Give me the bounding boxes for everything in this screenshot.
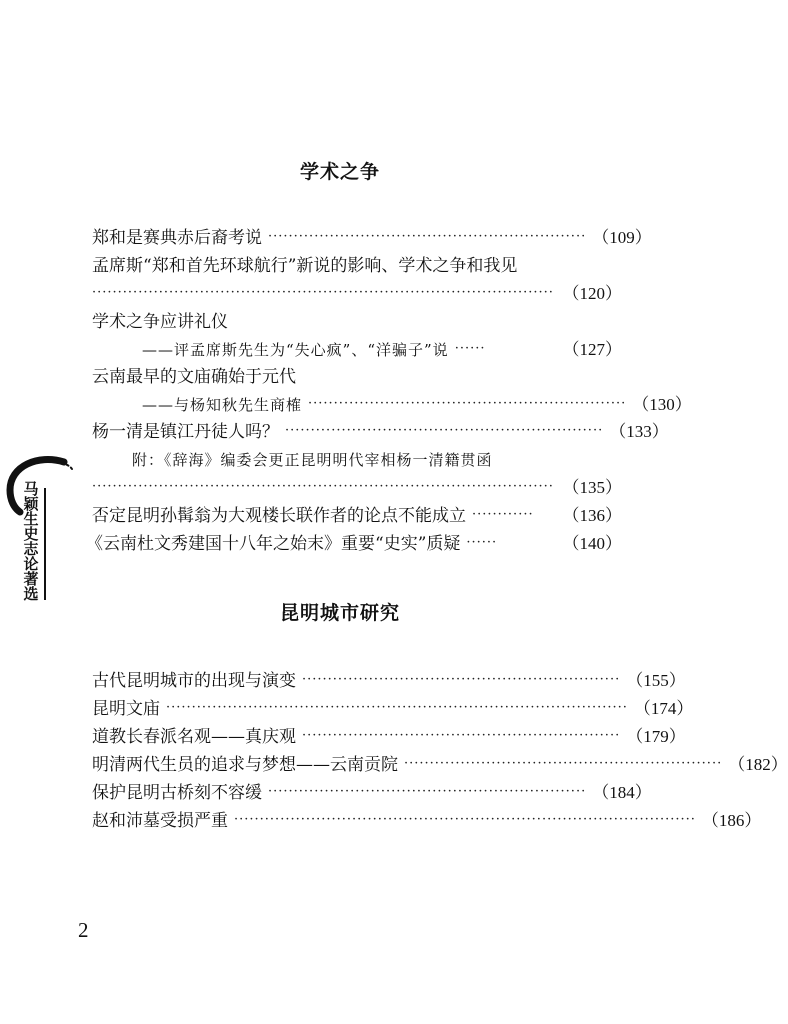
toc-entry bbox=[92, 306, 622, 332]
toc-entry-title: 保护昆明古桥刻不容缓 bbox=[92, 783, 262, 803]
toc-entry-title: 杨一清是镇江丹徒人吗？ bbox=[92, 422, 279, 442]
side-tab-divider bbox=[44, 488, 46, 600]
toc-entry bbox=[92, 749, 788, 775]
toc-entry-title: 学术之争应讲礼仪 bbox=[92, 312, 228, 332]
toc-entry-appendix-text: 附：《辞海》编委会更正昆明明代宰相杨一清籍贯函 bbox=[132, 451, 493, 469]
toc-entry-subtitle bbox=[142, 334, 622, 360]
toc-entry bbox=[92, 416, 669, 442]
toc-page-number: （155） bbox=[626, 671, 686, 690]
toc-entry bbox=[92, 777, 652, 803]
toc-entry bbox=[86, 528, 622, 554]
toc-page-number: （174） bbox=[633, 699, 694, 718]
toc-entry bbox=[92, 361, 622, 387]
toc-entry-continuation bbox=[92, 472, 622, 498]
toc-leader-dots: ·························································································· bbox=[166, 700, 628, 715]
toc-page-number: （130） bbox=[632, 395, 692, 414]
toc-leader-dots: ······························································ bbox=[308, 396, 627, 411]
toc-entry-title: 明清两代生员的追求与梦想——云南贡院 bbox=[92, 755, 398, 775]
toc-leader-dots: ·························································································· bbox=[92, 285, 554, 300]
toc-entry-appendix bbox=[132, 444, 622, 470]
toc-page-number: （135） bbox=[562, 478, 622, 497]
toc-page-number: （184） bbox=[592, 783, 652, 802]
side-tab-text: 马颖生史志论著选 bbox=[23, 480, 39, 603]
toc-leader-dots: ······························································ bbox=[302, 672, 621, 687]
toc-leader-dots: ······························································ bbox=[285, 423, 604, 438]
toc-entry bbox=[92, 805, 762, 831]
toc-entry-title: 《云南杜文秀建国十八年之始末》重要“史实”质疑 bbox=[86, 534, 461, 554]
toc-entry-title: 孟席斯“郑和首先环球航行”新说的影响、学术之争和我见 bbox=[92, 256, 518, 276]
toc-leader-dots: ······························································ bbox=[268, 784, 587, 799]
toc-page-number: （127） bbox=[562, 340, 622, 359]
toc-entry bbox=[92, 250, 622, 276]
toc-entry-title: 赵和沛墓受损严重 bbox=[92, 811, 228, 831]
section-title-kunming-city-research: 昆明城市研究 bbox=[279, 602, 400, 624]
page-number: 2 bbox=[78, 918, 89, 942]
toc-entry-title: 古代昆明城市的出现与演变 bbox=[92, 671, 296, 691]
section-title-academic-dispute: 学术之争 bbox=[299, 161, 380, 183]
toc-leader-dots: ············ bbox=[472, 507, 534, 522]
toc-leader-dots: ······························································ bbox=[404, 756, 723, 771]
toc-leader-dots: ······ bbox=[454, 341, 486, 356]
toc-page-number: （133） bbox=[609, 422, 669, 441]
toc-leader-dots: ······························································ bbox=[302, 728, 621, 743]
toc-page-number: （186） bbox=[701, 811, 762, 830]
toc-leader-dots: ·························································································· bbox=[234, 812, 696, 827]
side-tab-book-title bbox=[2, 456, 56, 606]
toc-entry bbox=[92, 721, 686, 747]
toc-entry-continuation bbox=[92, 278, 622, 304]
toc-entry-title: 郑和是赛典赤后裔考说 bbox=[92, 228, 262, 248]
toc-entry-subtitle bbox=[142, 389, 692, 415]
toc-leader-dots: ·························································································· bbox=[92, 479, 554, 494]
toc-leader-dots: ······ bbox=[466, 535, 498, 550]
toc-leader-dots: ······························································ bbox=[268, 229, 587, 244]
toc-page-number: （179） bbox=[626, 727, 686, 746]
toc-entry bbox=[92, 500, 622, 526]
toc-page-number: （136） bbox=[562, 506, 622, 525]
toc-entry bbox=[92, 222, 652, 248]
toc-page-number: （182） bbox=[728, 755, 788, 774]
toc-entry bbox=[92, 693, 694, 719]
toc-entry-subtitle-text: ——评孟席斯先生为“失心疯”、“洋骗子”说 bbox=[142, 341, 449, 359]
toc-page-number: （120） bbox=[562, 284, 622, 303]
toc-entry-title: 否定昆明孙髯翁为大观楼长联作者的论点不能成立 bbox=[92, 506, 466, 526]
toc-entry-title: 云南最早的文庙确始于元代 bbox=[92, 367, 296, 387]
toc-page-number: （140） bbox=[562, 534, 622, 553]
toc-page-number: （109） bbox=[592, 228, 652, 247]
toc-entry-title: 道教长春派名观——真庆观 bbox=[92, 727, 296, 747]
toc-entry-title: 昆明文庙 bbox=[92, 699, 160, 719]
toc-entry-subtitle-text: ——与杨知秋先生商榷 bbox=[142, 396, 303, 414]
toc-entry bbox=[92, 665, 686, 691]
